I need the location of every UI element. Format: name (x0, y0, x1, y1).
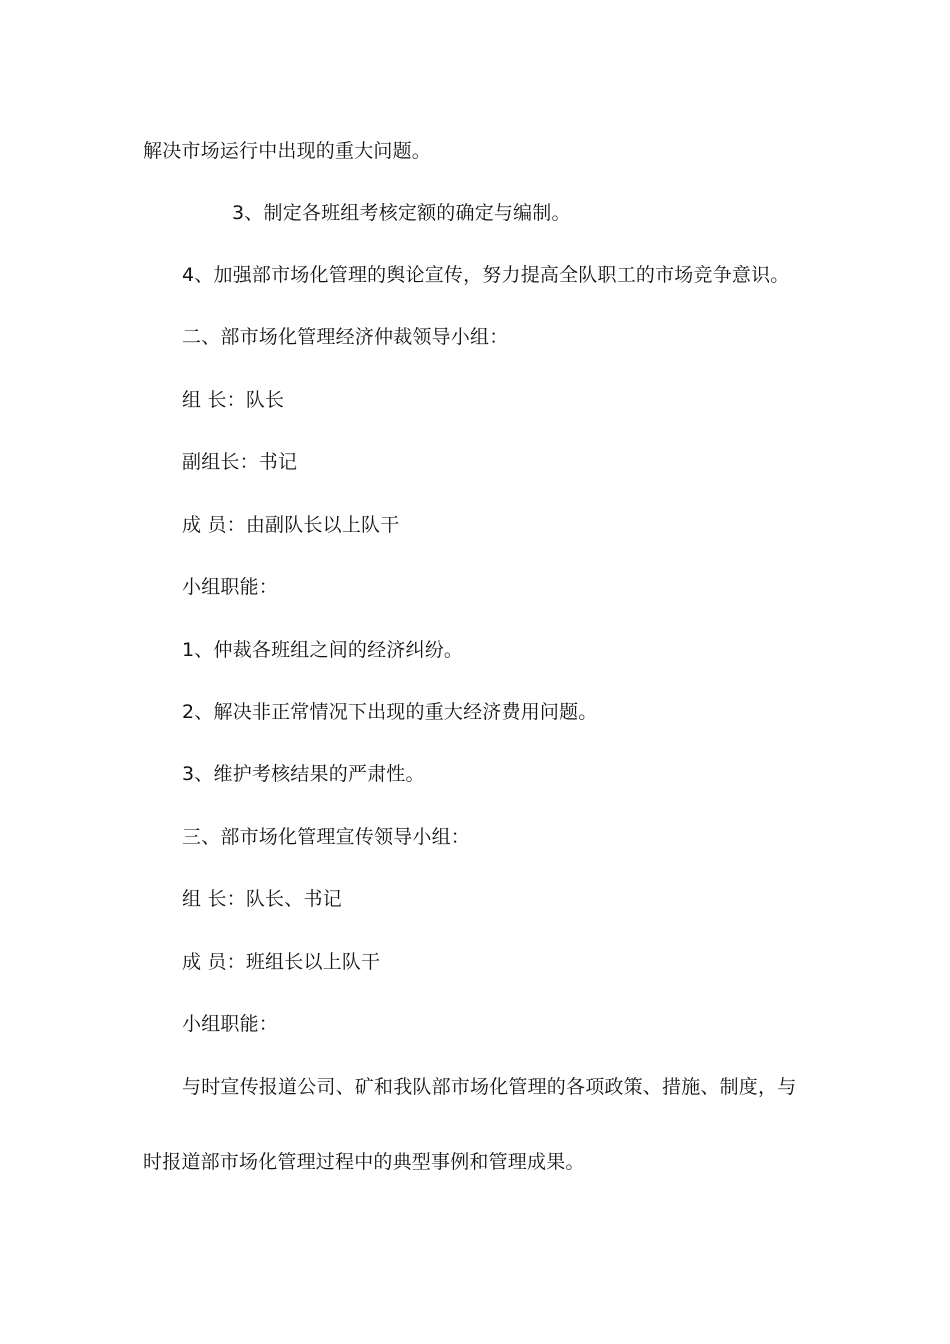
paragraph-line: 小组职能： (182, 1013, 279, 1035)
paragraph-line: 3、维护考核结果的严肃性。 (182, 763, 425, 785)
paragraph-line: 组 长：队长、书记 (182, 888, 342, 910)
section-heading: 二、部市场化管理经济仲裁领导小组： (182, 326, 509, 348)
paragraph-line: 3、制定各班组考核定额的确定与编制。 (232, 202, 571, 224)
paragraph-line: 2、解决非正常情况下出现的重大经济费用问题。 (182, 701, 598, 723)
paragraph-line: 成 员：班组长以上队干 (182, 951, 381, 973)
paragraph-line: 时报道部市场化管理过程中的典型事例和管理成果。 (143, 1151, 585, 1173)
paragraph-line: 4、加强部市场化管理的舆论宣传，努力提高全队职工的市场竞争意识。 (182, 264, 790, 286)
paragraph-line: 解决市场运行中出现的重大问题。 (143, 140, 432, 162)
paragraph-line: 小组职能： (182, 576, 279, 598)
paragraph-line: 组 长：队长 (182, 389, 285, 411)
paragraph-line: 1、仲裁各班组之间的经济纠纷。 (182, 639, 464, 661)
paragraph-line: 副组长：书记 (182, 451, 298, 473)
paragraph-line: 与时宣传报道公司、矿和我队部市场化管理的各项政策、措施、制度，与 (182, 1076, 797, 1098)
paragraph-line: 成 员：由副队长以上队干 (182, 514, 400, 536)
section-heading: 三、部市场化管理宣传领导小组： (182, 826, 471, 848)
